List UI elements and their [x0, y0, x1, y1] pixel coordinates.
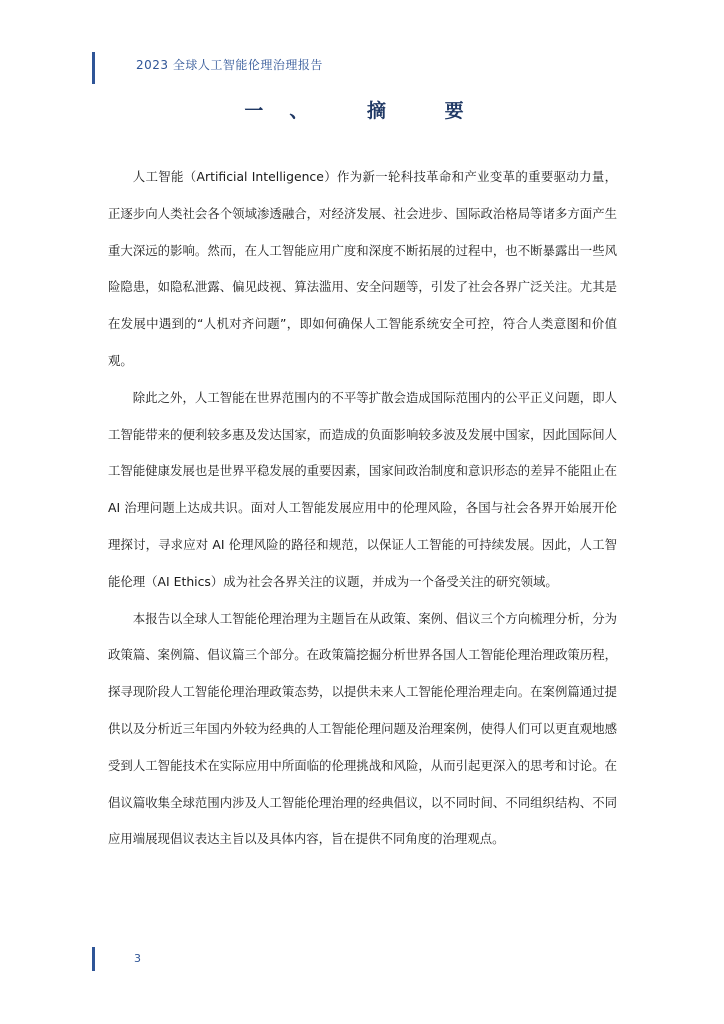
abstract-body [108, 159, 617, 858]
section-title: 一、 摘 要 [244, 100, 490, 122]
paragraph-1: 人工智能（Artificial Intelligence）作为新一轮科技革命和产业变革的重要驱动力量，正逐步向人类社会各个领域渗透融合，对经济发展、社会进步、国际政治格局等诸多方面产生重大深远的影响。然而，在人工智能应用广度和深度不断拓展的过程中，也不断暴露出一些风险隐患，如隐私泄露、偏见歧视、算法滥用、安全问题等，引发了社会各界广泛关注。尤其是在发展中遇到的“人机对齐问题”，即如何确保人工智能系统安全可控，符合人类意图和价值观。 [108, 169, 617, 368]
page-number: 3 [134, 952, 141, 965]
paragraph-3: 本报告以全球人工智能伦理治理为主题旨在从政策、案例、倡议三个方向梳理分析，分为政策篇、案例篇、倡议篇三个部分。在政策篇挖掘分析世界各国人工智能伦理治理政策历程，探寻现阶段人工智能伦理治理政策态势，以提供未来人工智能伦理治理走向。在案例篇通过提供以及分析近三年国内外较为经典的人工智能伦理问题及治理案例，使得人们可以更直观地感受到人工智能技术在实际应用中所面临的伦理挑战和风险，从而引起更深入的思考和讨论。在倡议篇收集全球范围内涉及人工智能伦理治理的经典倡议，以不同时间、不同组织结构、不同应用端展现倡议表达主旨以及具体内容，旨在提供不同角度的治理观点。 [108, 610, 617, 847]
header-accent-bar [92, 52, 95, 84]
footer-accent-bar [92, 947, 95, 971]
report-header-title: 2023 全球人工智能伦理治理报告 [136, 58, 323, 72]
paragraph-2: 除此之外，人工智能在世界范围内的不平等扩散会造成国际范围内的公平正义问题，即人工智能带来的便利较多惠及发达国家，而造成的负面影响较多波及发展中国家，因此国际间人工智能健康发展也是世界平稳发展的重要因素，国家间政治制度和意识形态的差异不能阻止在 AI 治理问题上达成共识。面对人工智能发展应用中的伦理风险，各国与社会各界开始展开伦理探讨，寻求应对 AI 伦理风险的路径和规范，以保证人工智能的可持续发展。因此，人工智能伦理（AI Ethics）成为社会各界关注的议题，并成为一个备受关注的研究领域。 [108, 389, 617, 589]
